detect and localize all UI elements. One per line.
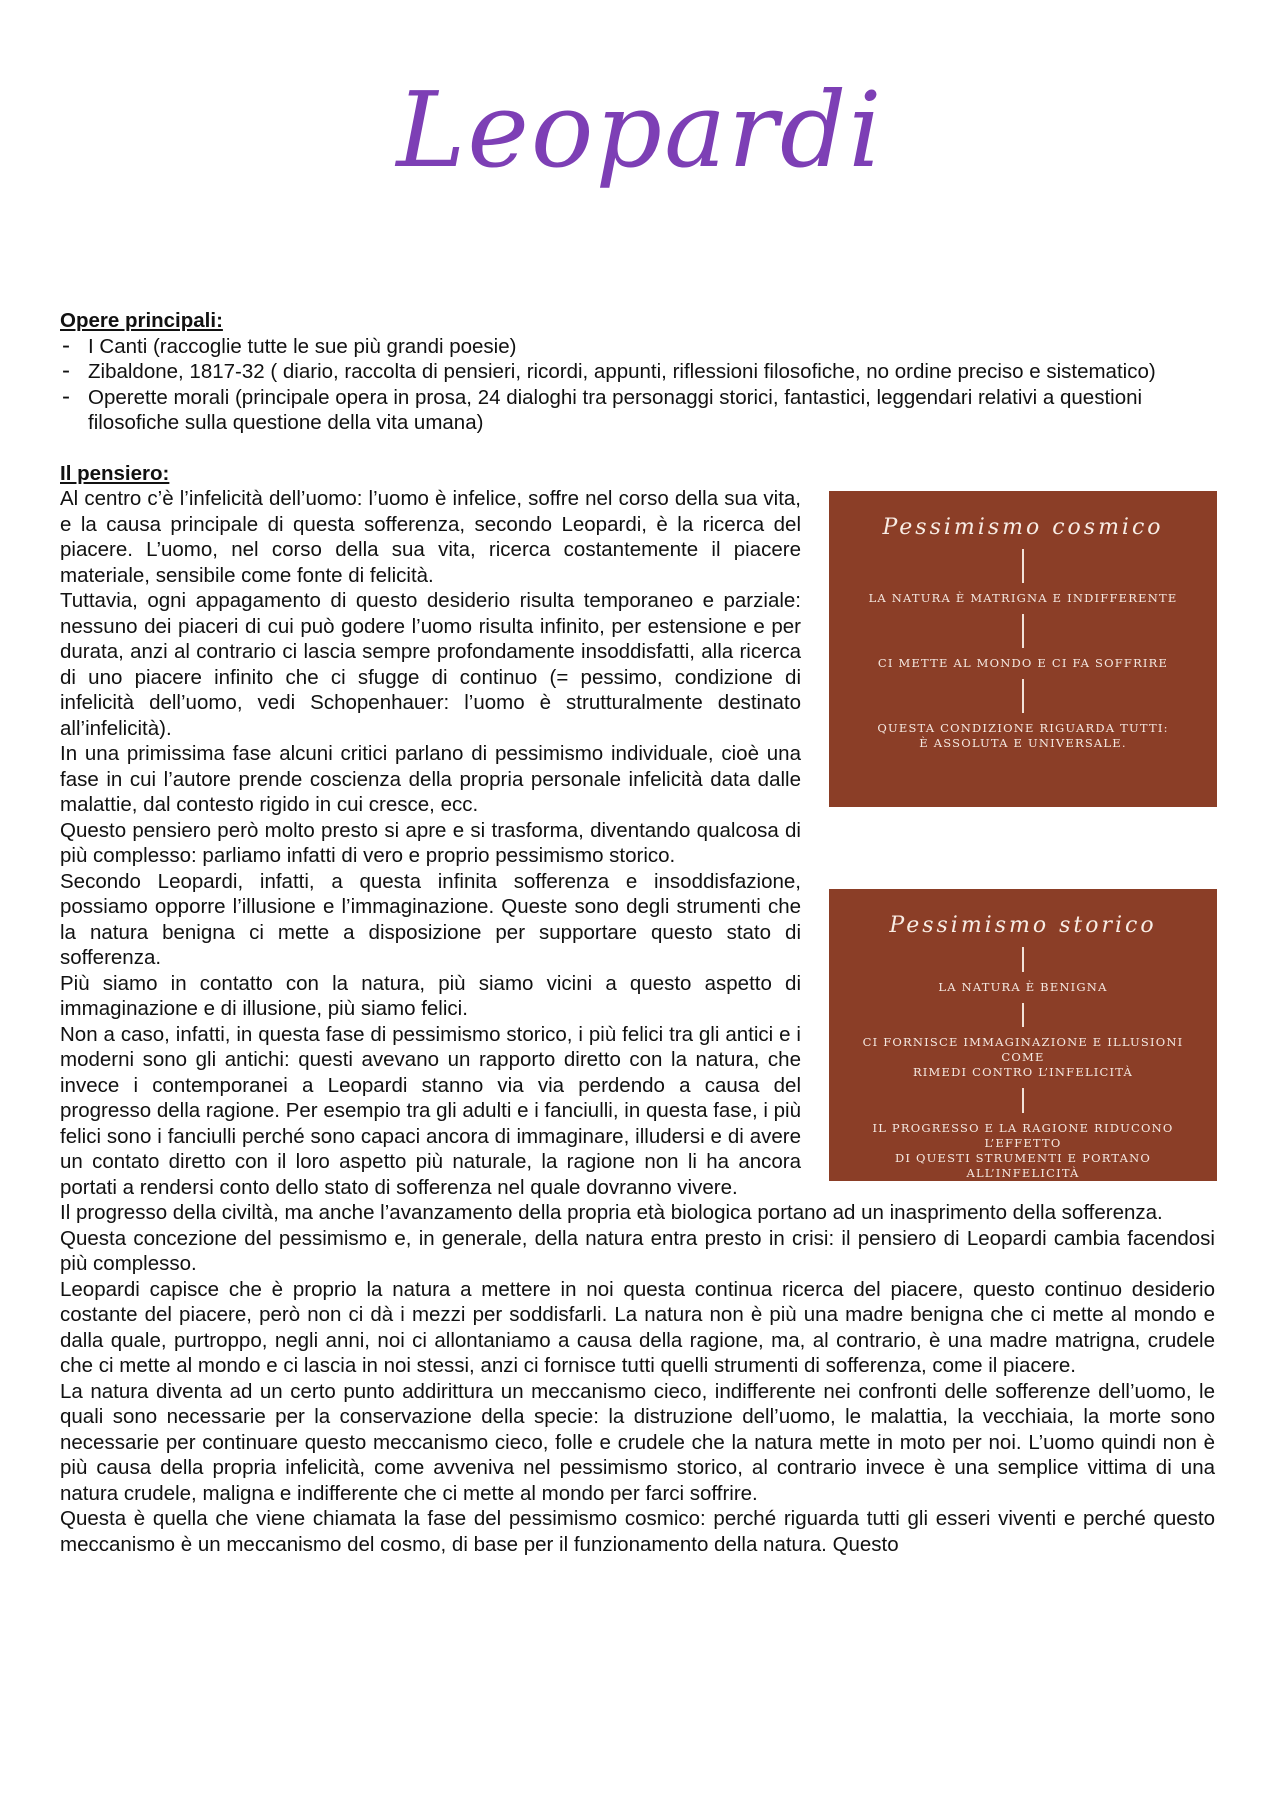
card-pessimismo-storico bbox=[829, 889, 1217, 1181]
card-text: CI FORNISCE IMMAGINAZIONE E ILLUSIONI COME RIMEDI CONTRO L’INFELICITÀ bbox=[862, 1035, 1184, 1080]
connector-line bbox=[1022, 549, 1024, 583]
paragraph: Il progresso della civiltà, ma anche l’avanzamento della propria età biologica portano ad un inasprimento della sofferenza. bbox=[60, 1201, 1163, 1224]
card-title: Pessimismo cosmico bbox=[882, 515, 1164, 540]
card-text: LA NATURA È BENIGNA bbox=[938, 979, 1108, 994]
paragraph: Non a caso, infatti, in questa fase di pessimismo storico, i più felici tra gli antici e i moderni sono gli antichi: questi avevano un rapporto diretto con la natura, che invece i contemporanei a Leopardi stanno via via perdendo a causa del progresso della ragione. Per esempio tra gli adulti e i fanciulli, in questa fase, i più felici sono i fanciulli perché sono capaci ancora di immaginare, illudersi e di avere un contato diretto con il loro aspetto più naturale, la ragione non li ha ancora portati a rendersi conto dello stato di sofferenza nel quale dovranno vivere. bbox=[60, 1022, 801, 1199]
paragraph: Più siamo in contatto con la natura, più siamo vicini a questo aspetto di immaginazione e di illusione, più siamo felici. bbox=[60, 971, 801, 1020]
list-item: - Operette morali (principale opera in prosa, 24 dialoghi tra personaggi storici, fantastici, leggendari relativi a questioni filosofiche sulla questione della vita umana) bbox=[60, 385, 1215, 436]
connector-line bbox=[1022, 614, 1024, 648]
infographics-column bbox=[829, 486, 1217, 1181]
pensiero-heading: Il pensiero: bbox=[60, 461, 170, 485]
card-text: QUESTA CONDIZIONE RIGUARDA TUTTI: È ASSOLUTA E UNIVERSALE. bbox=[877, 721, 1169, 750]
connector-line bbox=[1022, 947, 1024, 972]
opere-heading: Opere principali: bbox=[60, 309, 223, 332]
card-text: LA NATURA È MATRIGNA E INDIFFERENTE bbox=[868, 591, 1178, 605]
paragraph: Tuttavia, ogni appagamento di questo desiderio risulta temporaneo e parziale: nessuno dei piaceri di cui può godere l’uomo risulta infinito, per estensione e per durata, anzi al contrario ci lascia sempre profondamente insoddisfatti, alla ricerca di uno piacere infinito che ci sfugge di continuo (= pessimo, condizione di infelicità dell’uomo, vedi Schopenhauer: l’uomo è strutturalmente destinato all’infelicità). bbox=[60, 589, 801, 740]
paragraph: In una primissima fase alcuni critici parlano di pessimismo individuale, cioè una fase in cui l’autore prende coscienza della propria personale infelicità data dalle malattie, dal contesto rigido in cui cresce, ecc. bbox=[60, 742, 801, 816]
paragraph: La natura diventa ad un certo punto addirittura un meccanismo cieco, indifferente nei confronti delle sofferenze dell’uomo, le quali sono necessarie per la conservazione della specie: la distruzione dell’uomo, le malattia, la vecchiaia, la morte sono necessarie per continuare questo meccanismo cieco, folle e crudele che la natura mette in moto per noi. L’uomo quindi non è più causa della propria infelicità, come avveniva nel pessimismo storico, al contrario invece è una semplice vittima di una natura crudele, maligna e indifferente che ci mette al mondo per farci soffrire. bbox=[60, 1379, 1215, 1505]
card-text: CI METTE AL MONDO E CI FA SOFFRIRE bbox=[877, 656, 1169, 670]
connector-line bbox=[1022, 1088, 1024, 1113]
paragraph: Secondo Leopardi, infatti, a questa infinita sofferenza e insoddisfazione, possiamo opporre l’illusione e l’immaginazione. Queste sono degli strumenti che la natura benigna ci mette a disposizione per supportare questo stato di sofferenza. bbox=[60, 869, 801, 969]
paragraph: Questo pensiero però molto presto si apre e si trasforma, diventando qualcosa di più complesso: parliamo infatti di vero e proprio pessimismo storico. bbox=[60, 818, 801, 867]
page-title: Leopardi bbox=[396, 69, 884, 191]
document-body bbox=[60, 308, 1215, 1557]
paragraph: Questa è quella che viene chiamata la fase del pessimismo cosmico: perché riguarda tutti gli esseri viventi e perché questo meccanismo è un meccanismo del cosmo, di base per il funzionamento della natura. Questo bbox=[60, 1507, 1215, 1556]
list-item: - I Canti (raccoglie tutte le sue più grandi poesie) bbox=[60, 334, 1215, 360]
card-pessimismo-cosmico bbox=[829, 491, 1217, 807]
paragraph: Al centro c’è l’infelicità dell’uomo: l’uomo è infelice, soffre nel corso della sua vita, e la causa principale di questa sofferenza, secondo Leopardi, è la ricerca del piacere. L’uomo, nel corso della sua vita, ricerca costantemente il piacere materiale, sensibile come fonte di felicità. bbox=[60, 487, 801, 587]
opere-list bbox=[60, 334, 1215, 436]
card-title: Pessimismo storico bbox=[889, 913, 1157, 938]
paragraph: Questa concezione del pessimismo e, in generale, della natura entra presto in crisi: il pensiero di Leopardi cambia facendosi più complesso. bbox=[60, 1226, 1215, 1275]
paragraph: Leopardi capisce che è proprio la natura a mettere in noi questa continua ricerca del piacere, questo continuo desiderio costante del piacere, però non ci dà i mezzi per soddisfarli. La natura non è più una madre benigna che ci mette al mondo e dalla quale, purtroppo, negli anni, noi ci allontaniamo a causa della ragione, ma, al contrario, è una madre matrigna, crudele che ci mette al mondo e ci lascia in noi stessi, anzi ci fornisce tutti quelli strumenti di sofferenza, come il piacere. bbox=[60, 1277, 1215, 1377]
connector-line bbox=[1022, 1003, 1024, 1028]
card-text: IL PROGRESSO E LA RAGIONE RIDUCONO L’EFFETTO DI QUESTI STRUMENTI E PORTANO ALL’INFELICITÀ bbox=[872, 1121, 1174, 1181]
list-item: - Zibaldone, 1817-32 ( diario, raccolta di pensieri, ricordi, appunti, riflessioni filosofiche, no ordine preciso e sistematico) bbox=[60, 359, 1215, 385]
connector-line bbox=[1022, 679, 1024, 713]
